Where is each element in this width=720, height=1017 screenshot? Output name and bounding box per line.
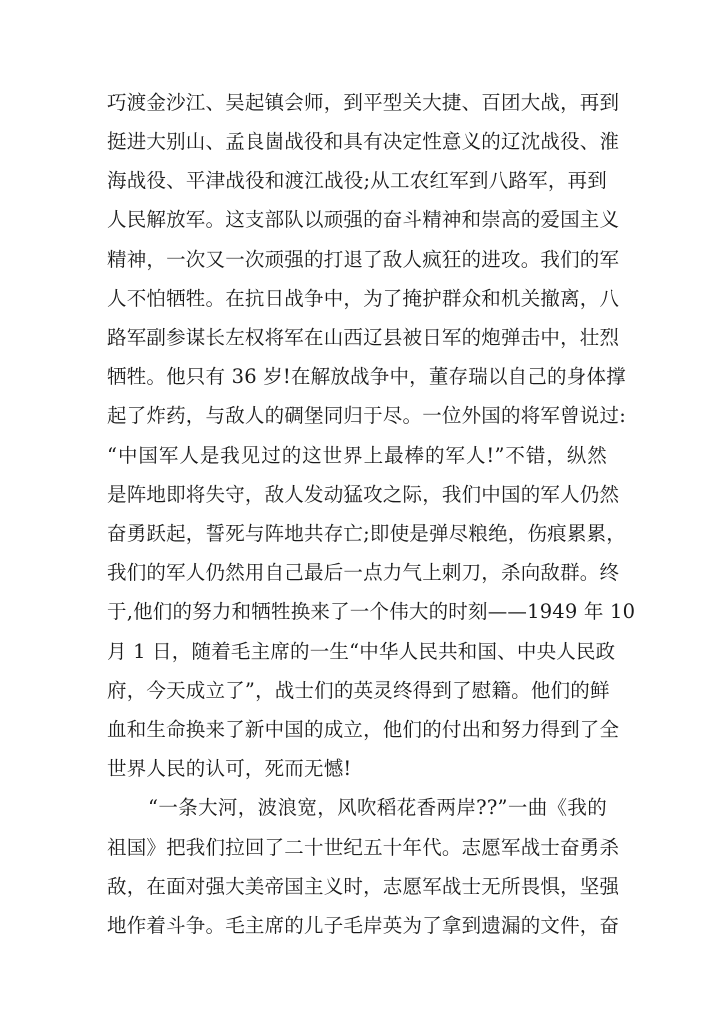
- text-line: 海战役、平津战役和渡江战役;从工农红军到八路军，再到: [107, 169, 607, 192]
- text-line: 祖国》把我们拉回了二十世纪五十年代。志愿军战士奋勇杀: [107, 836, 620, 859]
- text-line: 于,他们的努力和牺牲换来了一个伟大的时刻——1949 年 10: [107, 600, 636, 623]
- text-line: “中国军人是我见过的这世界上最棒的军人!”不错，纵然: [107, 444, 607, 467]
- text-line: 世界人民的认可，死而无憾!: [107, 757, 352, 780]
- text-line: 人民解放军。这支部队以顽强的奋斗精神和崇高的爱国主义: [107, 208, 620, 231]
- text-line: 人不怕牺牲。在抗日战争中，为了掩护群众和机关撤离，八: [107, 287, 620, 310]
- text-line: 挺进大别山、孟良崮战役和具有决定性意义的辽沈战役、淮: [107, 130, 620, 153]
- text-line: “一条大河，波浪宽，风吹稻花香两岸??”一曲《我的: [148, 796, 607, 819]
- text-line: 我们的军人仍然用自己最后一点力气上刺刀，杀向敌群。终: [107, 561, 620, 584]
- text-line: 血和生命换来了新中国的成立，他们的付出和努力得到了全: [107, 718, 620, 741]
- text-line: 牺牲。他只有 36 岁!在解放战争中，董存瑞以自己的身体撑: [107, 365, 626, 388]
- text-line: 巧渡金沙江、吴起镇会师，到平型关大捷、百团大战，再到: [107, 91, 620, 114]
- text-line: 月 1 日，随着毛主席的一生“中华人民共和国、中央人民政: [107, 640, 616, 663]
- text-line: 是阵地即将失守，敌人发动猛攻之际，我们中国的军人仍然: [107, 483, 620, 506]
- text-line: 奋勇跃起，誓死与阵地共存亡;即使是弹尽粮绝，伤痕累累，: [107, 522, 626, 545]
- text-line: 敌，在面对强大美帝国主义时，志愿军战士无所畏惧，坚强: [107, 875, 620, 898]
- text-line: 路军副参谋长左权将军在山西辽县被日军的炮弹击中，壮烈: [107, 326, 620, 349]
- text-line: 精神，一次又一次顽强的打退了敌人疯狂的进攻。我们的军: [107, 248, 620, 271]
- text-line: 地作着斗争。毛主席的儿子毛岸英为了拿到遗漏的文件，奋: [107, 914, 620, 937]
- text-line: 起了炸药，与敌人的碉堡同归于尽。一位外国的将军曾说过:: [107, 404, 626, 427]
- text-line: 府，今天成立了”，战士们的英灵终得到了慰籍。他们的鲜: [107, 679, 610, 702]
